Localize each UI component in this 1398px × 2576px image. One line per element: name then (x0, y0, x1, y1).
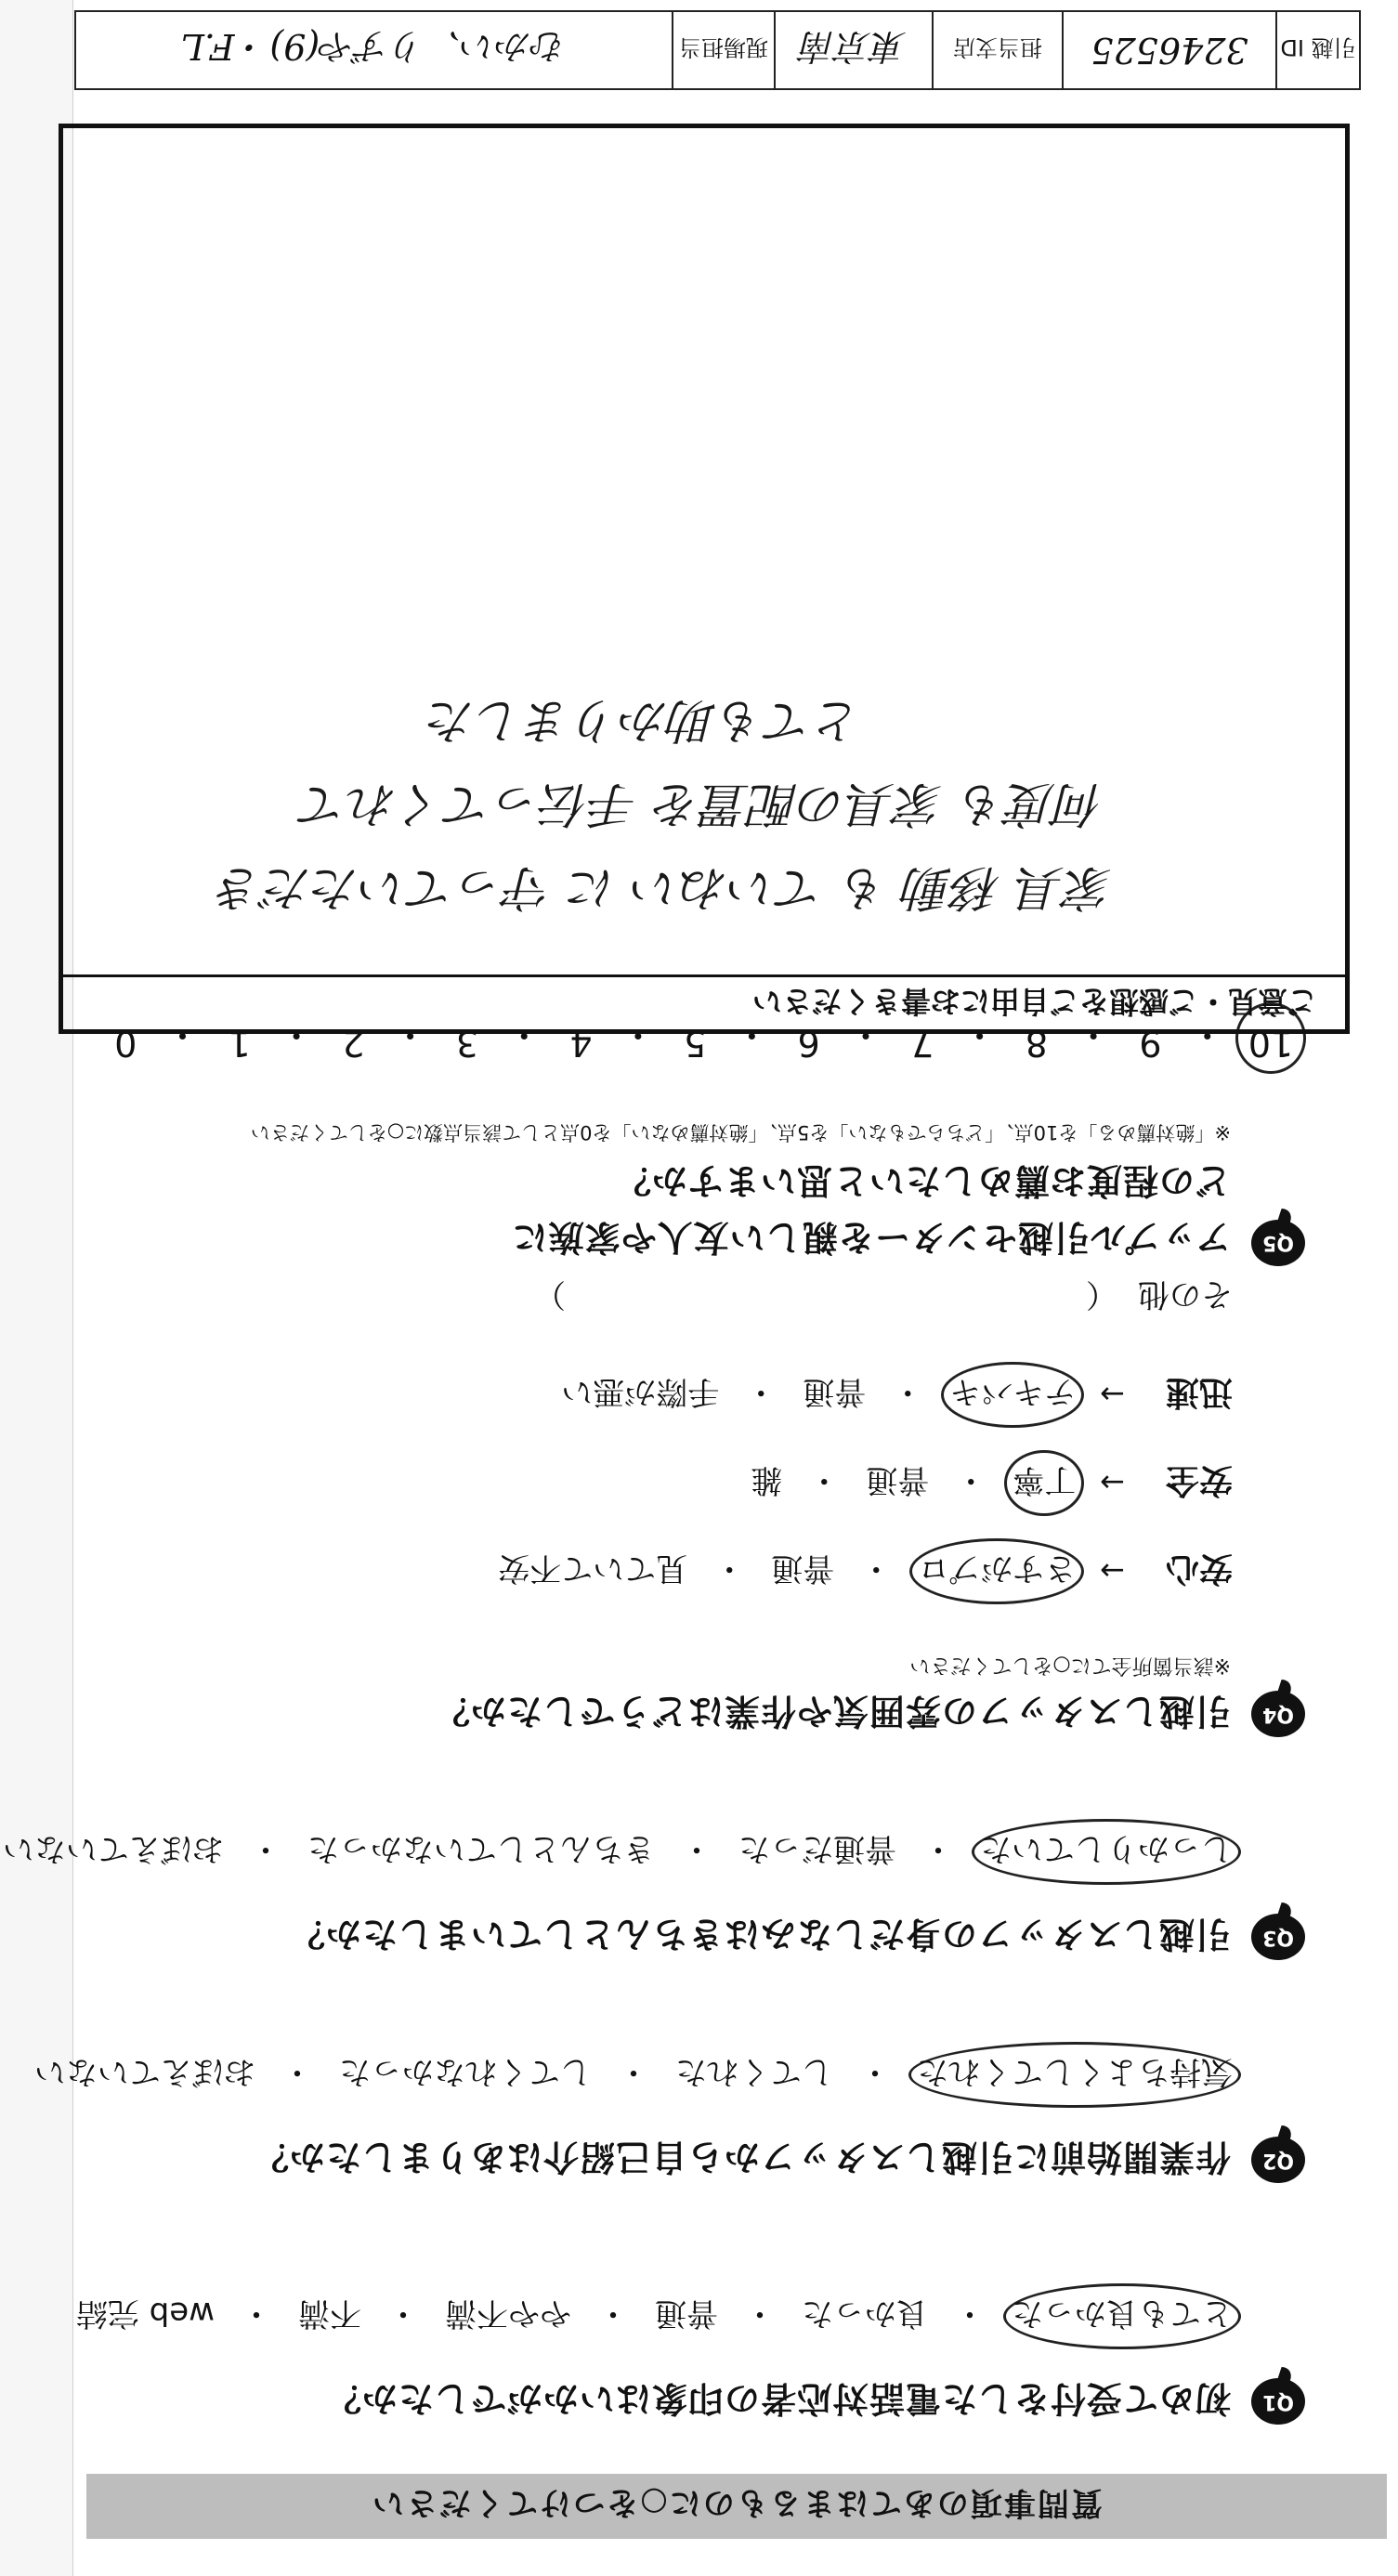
scale-option[interactable]: 4 (569, 1023, 593, 1064)
q1-option[interactable]: 良かった (802, 2295, 928, 2332)
q4-option[interactable]: 普通 (803, 1373, 867, 1410)
label-id: 引越 ID (1275, 12, 1359, 88)
q3-option[interactable]: 普通だった (738, 1830, 896, 1867)
q3-option[interactable]: きちんとしていなかった (307, 1830, 655, 1867)
other-close-paren: ） (534, 1275, 566, 1313)
q2-options: 気持ちよくしてくれた ・ してくれた ・ してくれなかった ・ おぼえていない (79, 2052, 1233, 2098)
question-q2 (34, 2052, 1305, 2186)
scale-option[interactable]: 6 (797, 1023, 820, 1064)
q5-title-line1: アップル引越センターを親しい友人や家族に (511, 1217, 1231, 1258)
scale-option[interactable]: 1 (228, 1023, 251, 1064)
question-q3 (3, 1829, 1305, 1963)
arrow-icon: → (1100, 1465, 1125, 1501)
q2-option[interactable]: 気持ちよくしてくれた (908, 2042, 1241, 2108)
q4-badge: Q4 (1251, 1692, 1305, 1738)
q1-options: とても良かった ・ 良かった ・ 普通 ・ やや不満 ・ 不満 ・ web 完結 (79, 2294, 1233, 2339)
scale-option[interactable]: 3 (455, 1023, 479, 1064)
other-label: その他 (1138, 1275, 1233, 1313)
footer-table (74, 10, 1361, 90)
q4-option[interactable]: 普通 (771, 1550, 835, 1587)
q3-option[interactable]: おぼえていない (3, 1830, 224, 1867)
q5-title-line2: どの程度お薦めしたいと思いますか？ (614, 1160, 1231, 1201)
q4-option[interactable]: 丁寧 (1004, 1450, 1084, 1516)
q2-option[interactable]: おぼえていない (34, 2053, 255, 2090)
q1-option[interactable]: やや不満 (445, 2295, 571, 2332)
q2-option[interactable]: してくれた (675, 2053, 833, 2090)
scale-option[interactable]: 8 (1025, 1023, 1048, 1064)
scale-option[interactable]: 10 (1235, 1002, 1306, 1074)
row-label: 安全 (1165, 1461, 1233, 1499)
arrow-icon: → (1100, 1553, 1125, 1589)
comment-line: 家具 移動 も ていねい に 守っていただき (215, 859, 1113, 915)
q4-row-anshin: 安心 → さすがプロ ・ 普通 ・ 見ていて不安 (79, 1527, 1233, 1615)
q2-badge: Q2 (1251, 2138, 1305, 2184)
arrow-icon: → (1100, 1377, 1125, 1413)
other-open-paren: （ (1086, 1275, 1117, 1313)
scale-option[interactable]: 0 (114, 1023, 137, 1064)
q1-option[interactable]: web 完結 (75, 2295, 215, 2332)
q4-option[interactable]: 雑 (751, 1461, 783, 1498)
q1-option[interactable]: とても良かった (1003, 2283, 1241, 2349)
label-staff: 現場担当 (672, 12, 774, 88)
q4-rows (79, 1253, 1233, 1615)
q3-title: 引越しスタッフの身だしなみはきちんとしていましたか？ (288, 1914, 1231, 1955)
question-q1 (75, 2294, 1305, 2427)
q4-option[interactable]: 普通 (866, 1461, 930, 1498)
question-q5 (79, 1013, 1305, 1266)
scale-option[interactable]: 5 (684, 1023, 707, 1064)
label-branch: 担当支店 (932, 12, 1062, 88)
scale-option[interactable]: 7 (911, 1023, 934, 1064)
q1-title: 初めて受付をした電話対応者の印象はいかがでしたか？ (324, 2378, 1231, 2419)
scale-option[interactable]: 9 (1139, 1023, 1162, 1064)
q3-badge: Q3 (1251, 1915, 1305, 1961)
q4-option[interactable]: さすがプロ (909, 1538, 1084, 1604)
q2-title: 作業開始前に引越しスタッフから自己紹介はありましたか？ (252, 2137, 1231, 2177)
q4-row-jinsoku: 迅速 → テキパキ ・ 普通 ・ 手際が悪い (79, 1351, 1233, 1439)
q3-options: しっかりしていた ・ 普通だった ・ きちんとしていなかった ・ おぼえていない (79, 1829, 1233, 1875)
q4-title: 引越しスタッフの雰囲気や作業はどうでしたか？ (433, 1691, 1231, 1732)
q5-scale: 10 ・ 9 ・ 8 ・ 7 ・ 6 ・ 5 ・ 4 ・ 3 ・ 2 ・ 1 ・ 0 (98, 1013, 1305, 1064)
question-q4 (79, 1253, 1305, 1740)
q5-badge: Q5 (1251, 1220, 1305, 1266)
row-label: 安心 (1165, 1550, 1233, 1588)
q2-option[interactable]: してくれなかった (339, 2053, 592, 2090)
q1-badge: Q1 (1251, 2379, 1305, 2426)
q1-option[interactable]: 普通 (655, 2295, 718, 2332)
comment-heading: ご意見・ご感想をご自由にお書きください (63, 974, 1345, 1029)
staff-value[interactable]: むかい、りずや(9)・F.L (180, 26, 568, 68)
q4-option[interactable]: 見ていて不安 (498, 1550, 688, 1587)
q5-note: ※「絶対薦める」を10点、「どちらでもない」を5点、「絶対薦めない」を0点として該当点数に○をしてください (250, 1121, 1231, 1144)
branch-value[interactable]: 東京南 (774, 12, 932, 88)
comment-line: とても助かりました (426, 692, 862, 748)
q4-row-anzen: 安全 → 丁寧 ・ 普通 ・ 雑 (79, 1439, 1233, 1527)
q3-option[interactable]: しっかりしていた (972, 1819, 1241, 1885)
id-value[interactable]: 3246525 (1062, 12, 1275, 88)
q4-note: ※該当箇所全てに○をしてください (909, 1654, 1231, 1677)
survey-banner: 質問事項のあてはまるものに○をつけてください (86, 2474, 1387, 2539)
q4-option[interactable]: テキパキ (941, 1362, 1084, 1428)
comment-line: 何度も 家具の配置を 手伝ってくれて (299, 776, 1104, 831)
row-label: 迅速 (1165, 1373, 1233, 1411)
scale-option[interactable]: 2 (342, 1023, 365, 1064)
comment-box[interactable] (59, 124, 1350, 1034)
q4-row-other (79, 1253, 1233, 1341)
q1-option[interactable]: 不満 (298, 2295, 361, 2332)
q4-option[interactable]: 手際が悪い (561, 1373, 720, 1410)
